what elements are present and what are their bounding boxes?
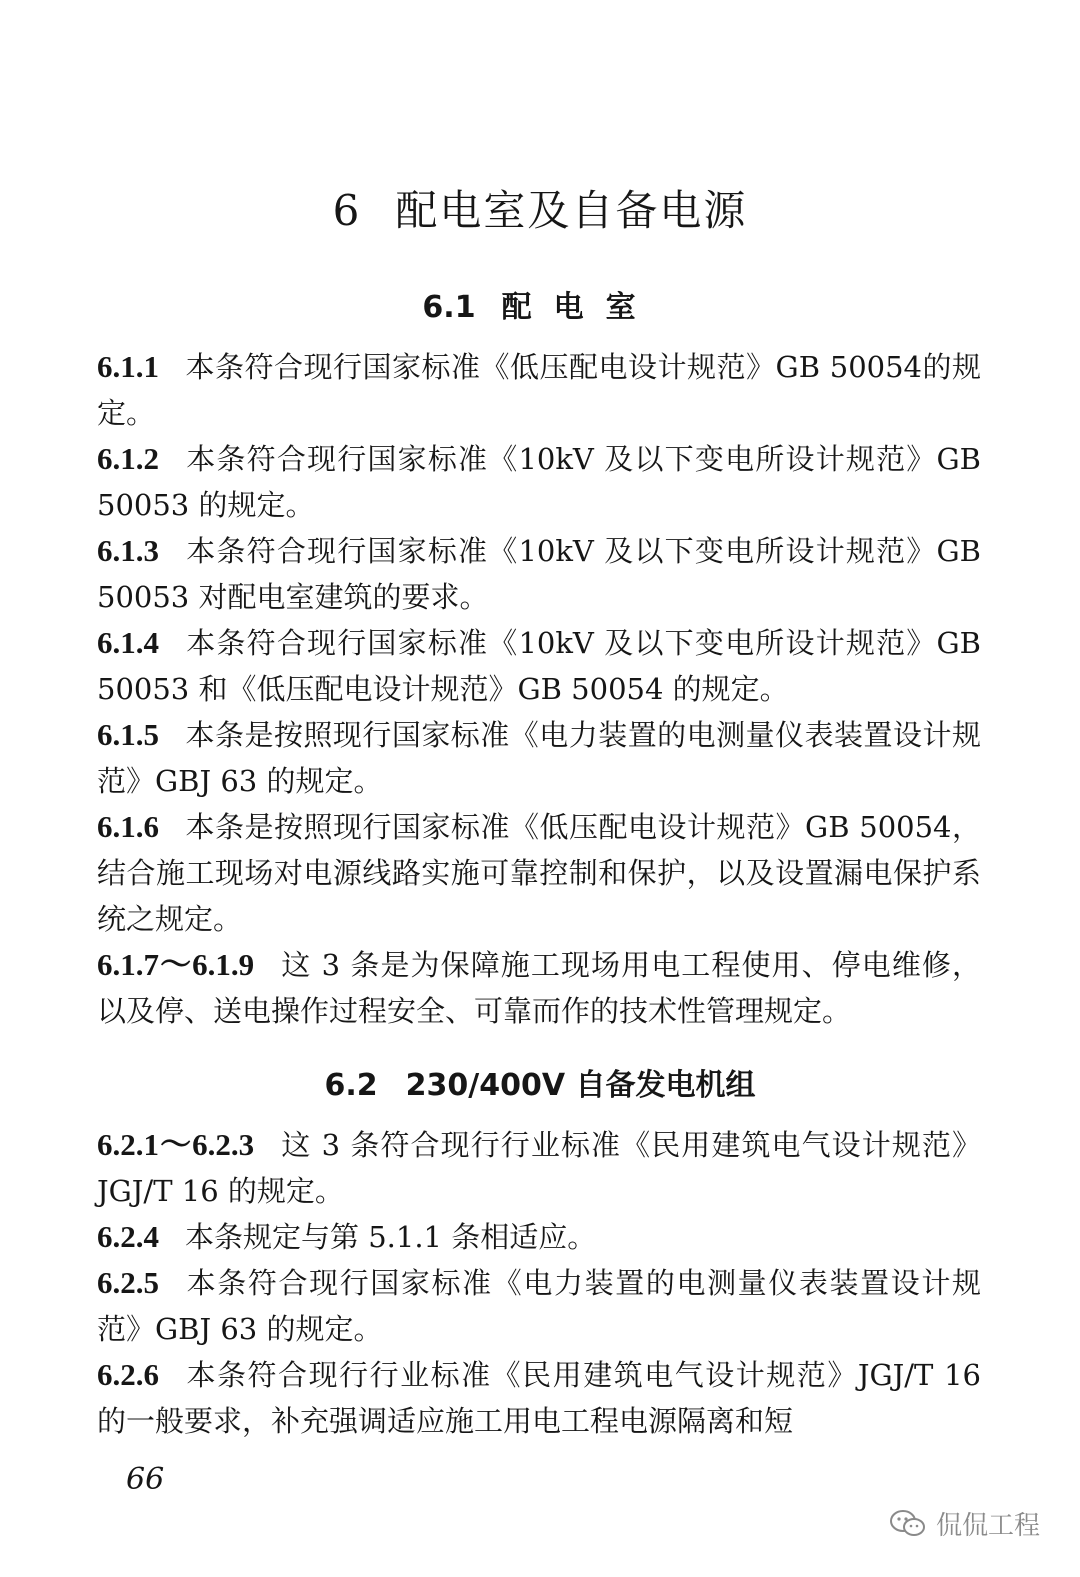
clause (97, 1260, 981, 1352)
clause-number: 6.1.5 (97, 717, 159, 752)
chapter-title (0, 178, 1080, 238)
clause-text: 本条符合现行国家标准《低压配电设计规范》GB 50054的规定。 (97, 350, 981, 430)
page-number: 66 (126, 1462, 165, 1497)
clause (97, 942, 981, 1034)
clause-number: 6.2.5 (97, 1265, 159, 1300)
clause-number: 6.1.3 (97, 533, 159, 568)
section-6-2-clauses (97, 1122, 981, 1444)
clause-text: 本条是按照现行国家标准《电力装置的电测量仪表装置设计规范》GBJ 63 的规定。 (97, 718, 981, 798)
watermark (888, 1505, 1040, 1542)
clause-number: 6.1.7～6.1.9 (97, 947, 255, 982)
clause (97, 436, 981, 528)
clause-number: 6.1.2 (97, 441, 159, 476)
clause (97, 712, 981, 804)
chapter-number: 6 (332, 186, 362, 235)
clause-text: 本条符合现行国家标准《10kV 及以下变电所设计规范》GB 50053 的规定。 (97, 442, 981, 522)
clause-number: 6.1.4 (97, 625, 159, 660)
watermark-text: 侃侃工程 (935, 1511, 1040, 1541)
section-number: 6.1 (422, 290, 476, 325)
clause (97, 1214, 981, 1260)
section-title-text: 230/400V 自备发电机组 (405, 1068, 756, 1103)
section-number: 6.2 (324, 1068, 378, 1103)
clause-text: 这 3 条是为保障施工现场用电工程使用、停电维修，以及停、送电操作过程安全、可靠而作的技术性管理规定。 (97, 948, 982, 1028)
section-6-1-clauses (97, 344, 981, 1034)
clause-text: 本条符合现行行业标准《民用建筑电气设计规范》JGJ/T 16 的一般要求，补充强调适应施工用电工程电源隔离和短 (97, 1358, 981, 1438)
clause-number: 6.1.1 (97, 349, 159, 384)
clause (97, 804, 981, 942)
clause (97, 344, 981, 436)
clause (97, 528, 981, 620)
clause-number: 6.2.1～6.2.3 (97, 1127, 255, 1162)
clause (97, 620, 981, 712)
section-title (0, 1060, 1080, 1104)
clause-number: 6.1.6 (97, 809, 159, 844)
section-title-text: 配电室 (501, 290, 658, 325)
clause-text: 本条规定与第 5.1.1 条相适应。 (185, 1220, 597, 1254)
clause-text: 这 3 条符合现行行业标准《民用建筑电气设计规范》JGJ/T 16 的规定。 (97, 1128, 982, 1208)
clause-number: 6.2.6 (97, 1357, 159, 1392)
wechat-icon (888, 1508, 928, 1540)
chapter-title-text: 配电室及自备电源 (395, 186, 748, 235)
clause-text: 本条是按照现行国家标准《低压配电设计规范》GB 50054，结合施工现场对电源线路实施可靠控制和保护，以及设置漏电保护系统之规定。 (97, 810, 981, 936)
clause (97, 1122, 981, 1214)
clause-text: 本条符合现行国家标准《电力装置的电测量仪表装置设计规范》GBJ 63 的规定。 (97, 1266, 981, 1346)
clause (97, 1352, 981, 1444)
clause-text: 本条符合现行国家标准《10kV 及以下变电所设计规范》GB 50053 对配电室建筑的要求。 (97, 534, 981, 614)
clause-number: 6.2.4 (97, 1219, 159, 1254)
section-title (0, 282, 1080, 326)
clause-text: 本条符合现行国家标准《10kV 及以下变电所设计规范》GB 50053 和《低压配电设计规范》GB 50054 的规定。 (97, 626, 981, 706)
